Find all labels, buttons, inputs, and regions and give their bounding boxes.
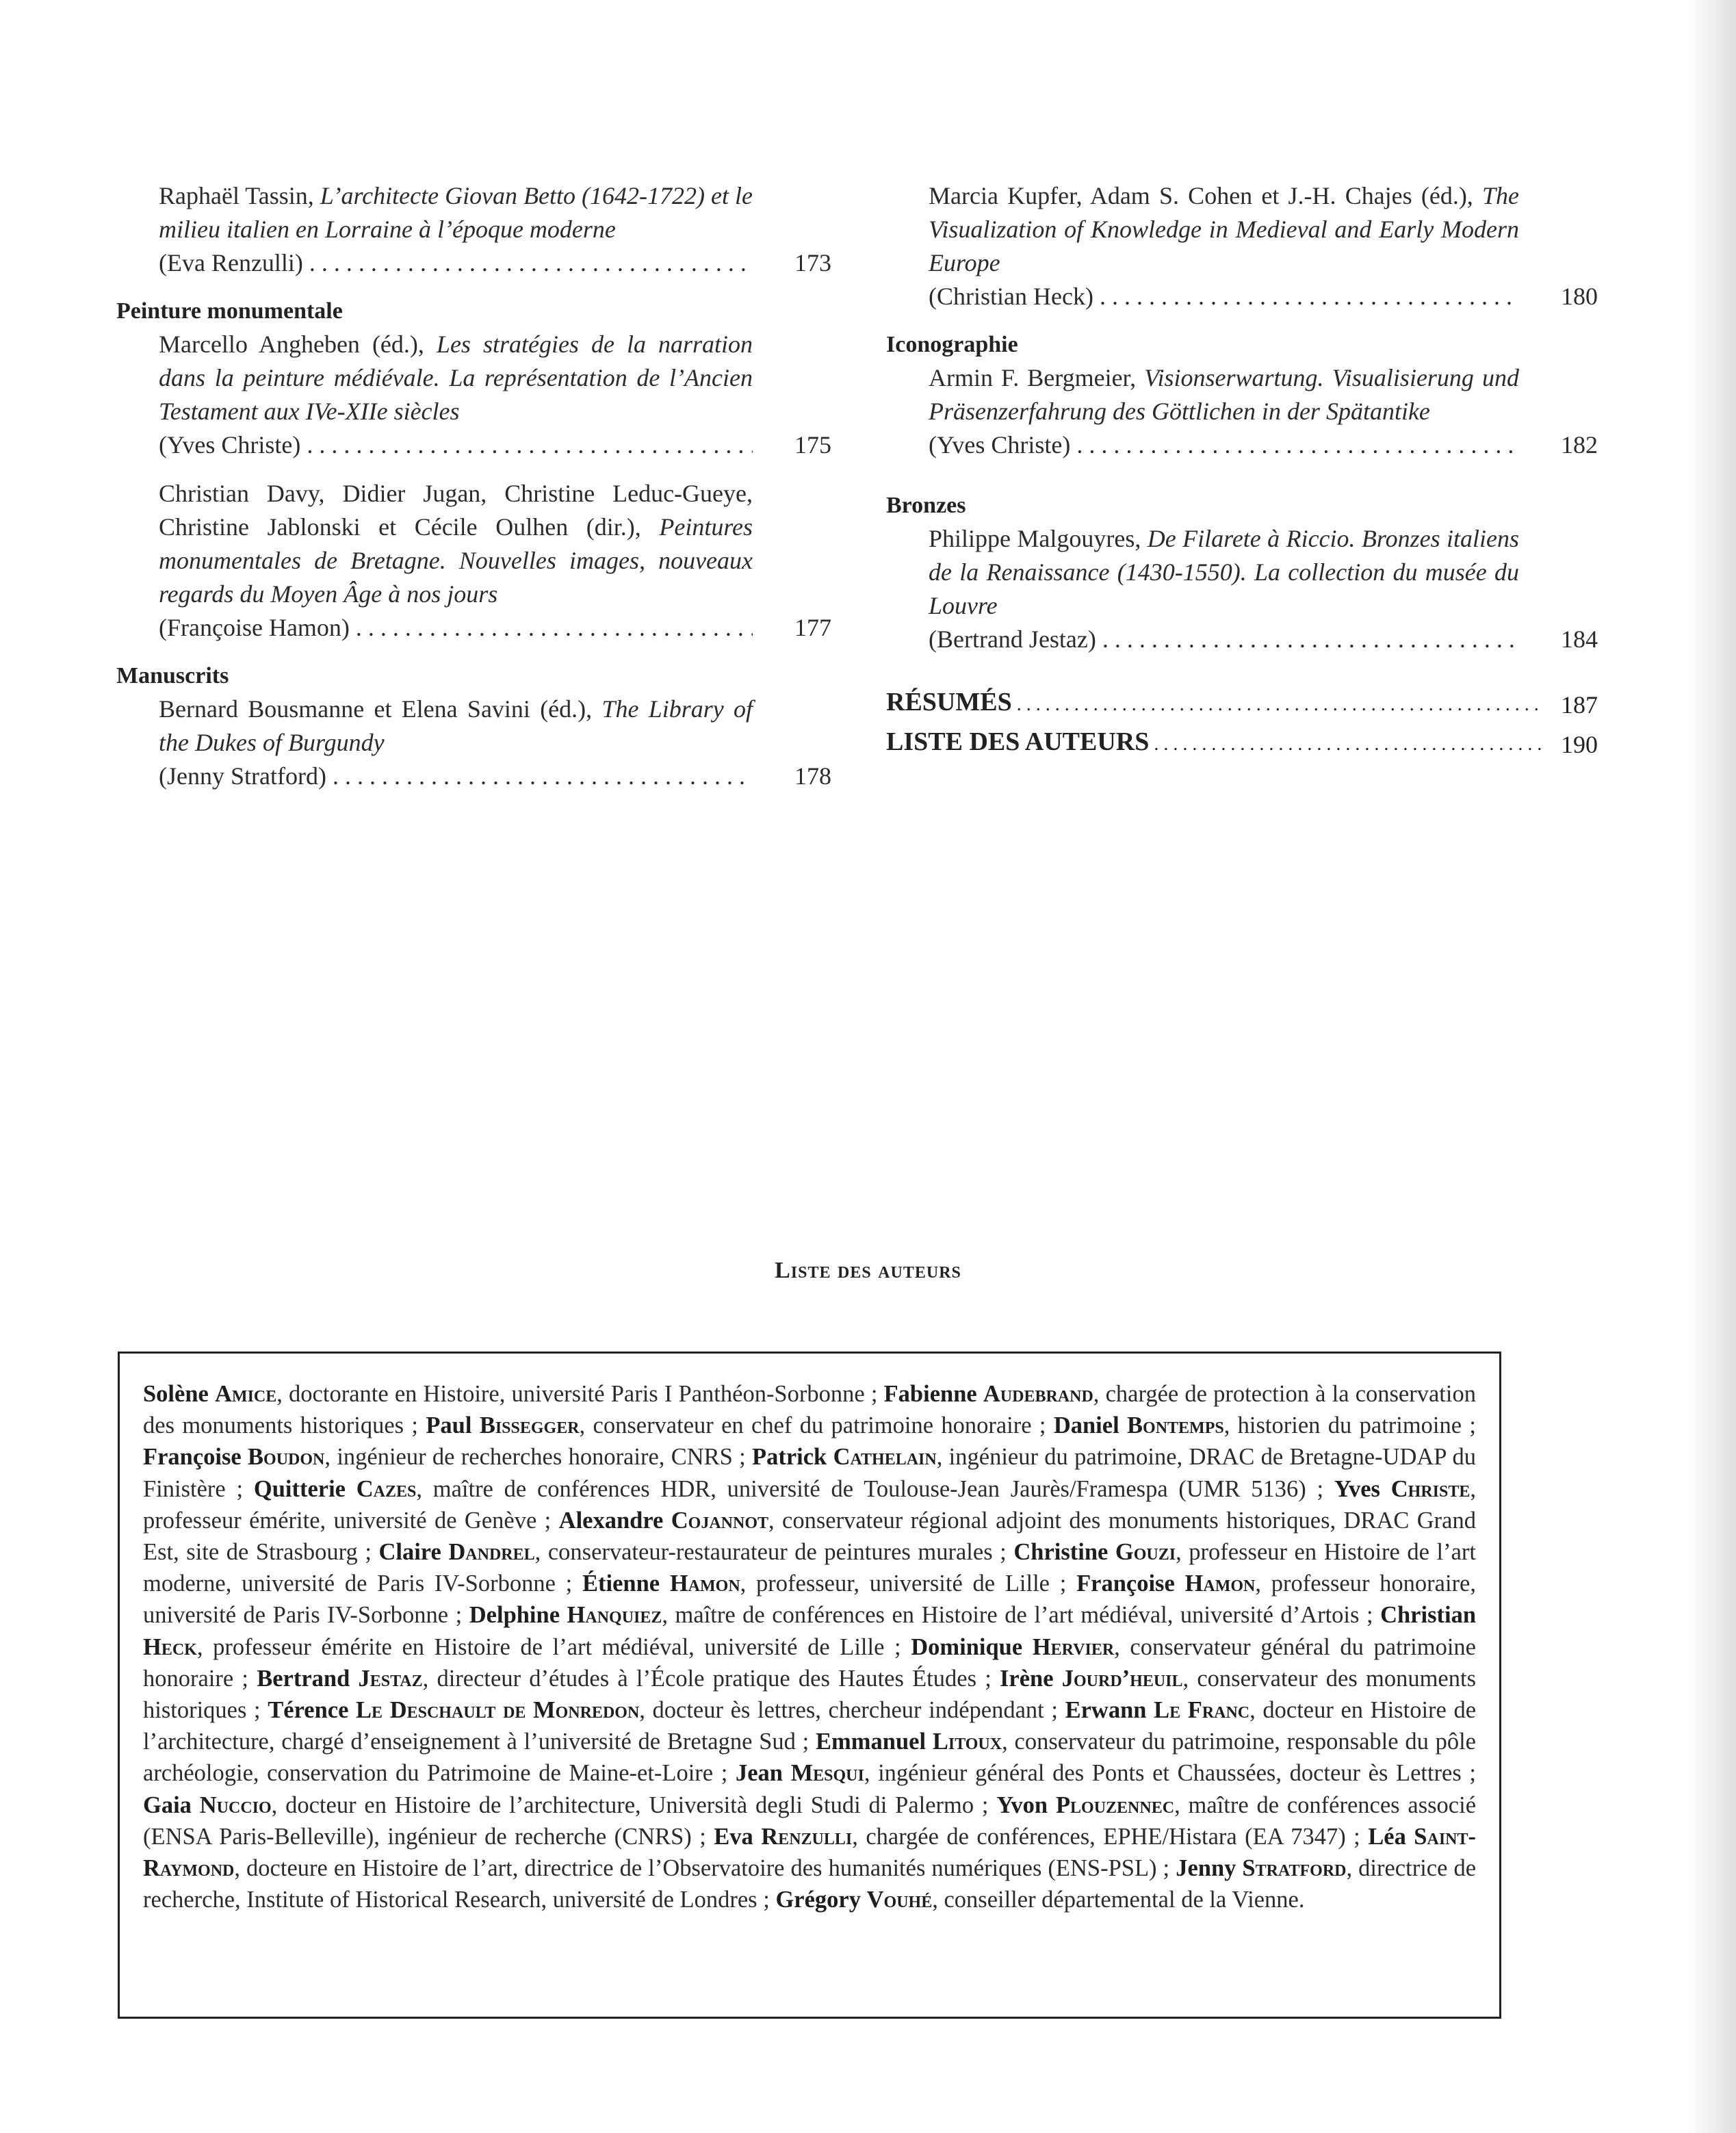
page-edge-shadow (1688, 0, 1736, 2133)
author-first-name: Emmanuel (816, 1729, 933, 1755)
author-description: , conservateur en chef du patrimoine honoraire ; (579, 1412, 1054, 1439)
author-name (816, 1729, 1002, 1755)
entry-author: Marcia Kupfer, Adam S. Cohen et J.-H. Chajes (éd.), (929, 182, 1482, 209)
author-first-name: Léa (1368, 1823, 1414, 1850)
toc-entry (886, 361, 1598, 462)
author-first-name: Jean (735, 1760, 791, 1787)
author-description: , ingénieur général des Ponts et Chaussées, docteur ès Lettres ; (864, 1760, 1477, 1787)
entry-reviewer: (Christian Heck) (929, 283, 1093, 310)
author-description: , maître de conférences HDR, université de Toulouse-Jean Jaurès/Framespa (UMR 5136) ; (416, 1475, 1334, 1502)
entry-author: Marcello Angheben (éd.), (159, 331, 437, 358)
entry-reviewer: (Yves Christe) (929, 431, 1071, 458)
author-name (143, 1792, 272, 1818)
author-name (911, 1634, 1114, 1660)
author-name (469, 1602, 662, 1628)
entry-title: Peintures monumentales de Bretagne. Nouvelles images, nouveaux regards du Moyen Âge à nos jours (159, 513, 753, 608)
author-last-name: Vouhé (866, 1887, 933, 1913)
author-first-name: Térence (268, 1697, 357, 1724)
author-item (257, 1666, 1000, 1692)
author-last-name: Litoux (932, 1729, 1002, 1755)
author-name (714, 1824, 852, 1850)
leader-dots (1070, 431, 1519, 458)
author-first-name: Erwann (1065, 1697, 1154, 1724)
author-name (582, 1570, 740, 1596)
leader-dots (326, 762, 753, 790)
toc-entry (116, 179, 831, 280)
entry-page-number: 175 (794, 431, 831, 458)
author-first-name: Delphine (469, 1602, 567, 1629)
author-first-name: Gaia (143, 1792, 200, 1818)
author-last-name: Dandrel (448, 1539, 535, 1566)
author-description: , professeur émérite en Histoire de l’art médiéval, université de Lille ; (196, 1633, 911, 1660)
author-name (143, 1444, 324, 1470)
author-description: , professeur, université de Lille ; (740, 1570, 1077, 1597)
author-name (268, 1697, 639, 1723)
author-description: , ingénieur de recherches honoraire, CNRS ; (324, 1444, 753, 1471)
author-description: , conservateur des monuments historiques ; (143, 1665, 1476, 1724)
author-item (143, 1381, 884, 1407)
leader-dots (1012, 688, 1598, 716)
author-last-name: Hanquiez (567, 1602, 662, 1629)
author-first-name: Yves (1334, 1475, 1391, 1502)
toc-entry (886, 179, 1598, 313)
author-item (378, 1539, 1013, 1565)
entry-title: De Filarete à Riccio. Bronzes italiens de la Renaissance (1430-1550). La collection du musée du Louvre (929, 525, 1519, 619)
liste-auteurs-page-number: 190 (1543, 726, 1598, 763)
author-description: , docteur ès lettres, chercheur indépendant ; (639, 1697, 1065, 1724)
author-last-name: Hamon (669, 1570, 740, 1597)
author-name (996, 1792, 1174, 1818)
author-last-name: Mesqui (790, 1760, 864, 1787)
author-name (426, 1412, 579, 1438)
author-description: , conservateur-restaurateur de peintures murales ; (534, 1539, 1014, 1566)
entry-reviewer: (Jenny Stratford) (159, 762, 326, 790)
author-first-name: Eva (714, 1823, 762, 1850)
entry-author: Armin F. Bergmeier, (929, 364, 1145, 391)
author-item (268, 1697, 1065, 1723)
author-item (1054, 1412, 1476, 1438)
authors-box (118, 1352, 1501, 2019)
toc-entry-resumes (886, 684, 1598, 723)
toc-entry (116, 328, 831, 462)
resumes-label: RÉSUMÉS (886, 688, 1012, 716)
author-description: , professeur en Histoire de l’art moderne, université de Paris IV-Sorbonne ; (143, 1539, 1476, 1597)
author-description: , historien du patrimoine ; (1223, 1412, 1476, 1439)
author-first-name: Jenny (1176, 1855, 1243, 1882)
author-item (426, 1412, 1053, 1438)
author-item (582, 1570, 1076, 1596)
liste-auteurs-label: LISTE DES AUTEURS (886, 727, 1150, 756)
author-description: , professeur émérite, université de Genève ; (143, 1475, 1476, 1534)
author-name (1054, 1412, 1224, 1438)
author-first-name: Christine (1013, 1539, 1115, 1566)
author-last-name: Gouzi (1115, 1539, 1176, 1566)
author-item (143, 1792, 996, 1818)
entry-title: The Visualization of Knowledge in Medieval and Early Modern Europe (929, 182, 1519, 276)
author-first-name: Quitterie (253, 1475, 357, 1502)
entry-title: Visionserwartung. Visualisierung und Präsenzerfahrung des Göttlichen in der Spätantike (929, 364, 1519, 425)
author-first-name: Paul (426, 1412, 480, 1439)
author-name (775, 1887, 932, 1913)
author-item (775, 1887, 1304, 1913)
author-last-name: Hamon (1184, 1570, 1256, 1597)
author-description: , chargée de conférences, EPHE/Histara (EA 7347) ; (852, 1823, 1369, 1850)
toc-entry-liste-auteurs (886, 723, 1598, 763)
entry-page-number: 182 (1561, 431, 1598, 458)
entry-author: Bernard Bousmanne et Elena Savini (éd.), (159, 695, 602, 723)
author-name (1065, 1697, 1250, 1723)
entry-title: Les stratégies de la narration dans la peinture médiévale. La représentation de l’Ancien Testament aux IVe-XIIe siècles (159, 331, 753, 425)
author-description: , maître de conférences associé (ENSA Paris-Belleville), ingénieur de recherche (CNRS) ; (143, 1792, 1477, 1850)
author-first-name: Étienne (582, 1570, 670, 1597)
entry-page-number: 177 (794, 614, 831, 641)
author-name (1013, 1539, 1176, 1565)
resumes-page-number: 187 (1543, 686, 1598, 723)
author-description: , conservateur du patrimoine, responsable du pôle archéologie, conservation du Patrimoine de Maine-et-Loire ; (143, 1729, 1476, 1787)
entry-page-number: 173 (794, 249, 831, 276)
toc-left-column (116, 179, 831, 793)
toc-entry (886, 522, 1598, 656)
entry-reviewer: (Françoise Hamon) (159, 614, 350, 641)
author-description: , docteur en Histoire de l’architecture, chargé d’enseignement à l’université de Bretagne Sud ; (143, 1697, 1477, 1755)
author-name (378, 1539, 534, 1565)
authors-section-title: Liste des auteurs (775, 1258, 961, 1283)
author-last-name: Christe (1390, 1475, 1471, 1502)
author-first-name: Irène (1000, 1665, 1062, 1692)
author-name (884, 1381, 1093, 1407)
section-heading: Manuscrits (116, 663, 229, 688)
toc-right-column (886, 179, 1598, 763)
author-item (143, 1444, 752, 1470)
author-item (714, 1824, 1368, 1850)
author-last-name: Heck (143, 1633, 197, 1660)
author-name (1334, 1476, 1470, 1502)
author-description: , docteur en Histoire de l’architecture, Università degli Studi di Palermo ; (271, 1792, 997, 1818)
author-description: , directrice de recherche, Institute of Historical Research, université de Londres ; (143, 1855, 1477, 1913)
author-last-name: Le Franc (1154, 1697, 1250, 1724)
entry-reviewer: (Yves Christe) (159, 431, 301, 458)
author-last-name: Cazes (356, 1475, 417, 1502)
author-name (736, 1760, 864, 1786)
author-item (254, 1476, 1334, 1502)
author-last-name: Bissegger (479, 1412, 580, 1439)
author-description: , docteure en Histoire de l’art, directrice de l’Observatoire des humanités numériques (ENS-PSL) ; (234, 1855, 1176, 1882)
section-heading: Iconographie (886, 332, 1018, 357)
author-first-name: Fabienne (883, 1381, 983, 1407)
entry-page-number: 178 (794, 762, 831, 790)
section-heading: Bronzes (886, 493, 966, 518)
entry-page-number: 180 (1561, 283, 1598, 310)
author-last-name: Audebrand (983, 1381, 1093, 1407)
author-first-name: Daniel (1053, 1412, 1128, 1439)
entry-author: Philippe Malgouyres, (929, 525, 1148, 552)
author-name (752, 1444, 937, 1470)
author-description: , directeur d’études à l’École pratique des Hautes Études ; (422, 1665, 1000, 1692)
entry-author: Christian Davy, Didier Jugan, Christine Leduc-Gueye, Christine Jablonski et Cécile Oulhen (dir.), (159, 480, 753, 541)
author-name (1076, 1570, 1255, 1596)
authors-paragraph (143, 1378, 1476, 1915)
author-name (143, 1381, 276, 1407)
author-description: , professeur honoraire, université de Paris IV-Sorbonne ; (143, 1570, 1476, 1629)
author-last-name: Cathelain (833, 1444, 937, 1471)
author-last-name: Stratford (1242, 1855, 1347, 1882)
author-last-name: Saint-Raymond (143, 1823, 1476, 1882)
author-description: , ingénieur du patrimoine, DRAC de Bretagne-UDAP du Finistère ; (143, 1444, 1476, 1502)
entry-reviewer: (Eva Renzulli) (159, 249, 303, 276)
author-description: , conseiller départemental de la Vienne. (932, 1887, 1305, 1913)
author-first-name: Dominique (911, 1633, 1033, 1660)
author-first-name: Yvon (996, 1792, 1056, 1818)
author-description: , conservateur régional adjoint des monuments historiques, DRAC Grand Est, site de Strasbourg ; (143, 1507, 1476, 1566)
author-last-name: Amice (215, 1381, 277, 1407)
leader-dots (1096, 625, 1519, 653)
leader-dots (350, 614, 753, 641)
author-name (559, 1508, 768, 1534)
author-item (736, 1760, 1476, 1786)
author-last-name: Bontemps (1127, 1412, 1224, 1439)
author-name (257, 1666, 422, 1692)
author-first-name: Christian (1380, 1602, 1476, 1629)
entry-reviewer: (Bertrand Jestaz) (929, 625, 1096, 653)
author-item (469, 1602, 1380, 1628)
author-first-name: Solène (143, 1381, 216, 1407)
author-first-name: Françoise (1076, 1570, 1185, 1597)
author-last-name: Jestaz (358, 1665, 423, 1692)
leader-dots (303, 249, 753, 276)
leader-dots (300, 431, 753, 458)
entry-title: The Library of the Dukes of Burgundy (159, 695, 753, 756)
author-last-name: Plouzennec (1055, 1792, 1175, 1818)
author-name (1176, 1855, 1346, 1881)
author-last-name: Cojannot (671, 1507, 769, 1534)
author-last-name: Jourd’heuil (1061, 1665, 1183, 1692)
leader-dots (1093, 283, 1519, 310)
author-description: , chargée de protection à la conservation des monuments historiques ; (143, 1381, 1476, 1439)
section-heading: Peinture monumentale (116, 298, 343, 324)
entry-page-number: 184 (1561, 625, 1598, 653)
toc-entry (116, 477, 831, 645)
author-last-name: Hervier (1032, 1633, 1115, 1660)
author-name (254, 1476, 417, 1502)
author-first-name: Patrick (752, 1444, 833, 1471)
entry-author: Raphaël Tassin, (159, 182, 320, 209)
author-first-name: Bertrand (257, 1665, 359, 1692)
author-name (1000, 1666, 1183, 1692)
author-description: , doctorante en Histoire, université Paris I Panthéon-Sorbonne ; (276, 1381, 884, 1407)
author-first-name: Grégory (775, 1887, 867, 1913)
author-first-name: Françoise (143, 1444, 248, 1471)
leader-dots (1149, 727, 1598, 756)
author-last-name: Le Deschault de Monredon (356, 1697, 640, 1724)
author-description: , conservateur général du patrimoine honoraire ; (143, 1633, 1476, 1692)
entry-title: L’architecte Giovan Betto (1642-1722) et le milieu italien en Lorraine à l’époque moderne (159, 182, 753, 243)
author-last-name: Nuccio (199, 1792, 272, 1818)
toc-entry (116, 693, 831, 793)
author-last-name: Renzulli (761, 1823, 853, 1850)
author-last-name: Boudon (248, 1444, 325, 1471)
author-first-name: Claire (378, 1539, 449, 1566)
author-first-name: Alexandre (558, 1507, 671, 1534)
author-description: , maître de conférences en Histoire de l’art médiéval, université d’Artois ; (662, 1602, 1381, 1629)
